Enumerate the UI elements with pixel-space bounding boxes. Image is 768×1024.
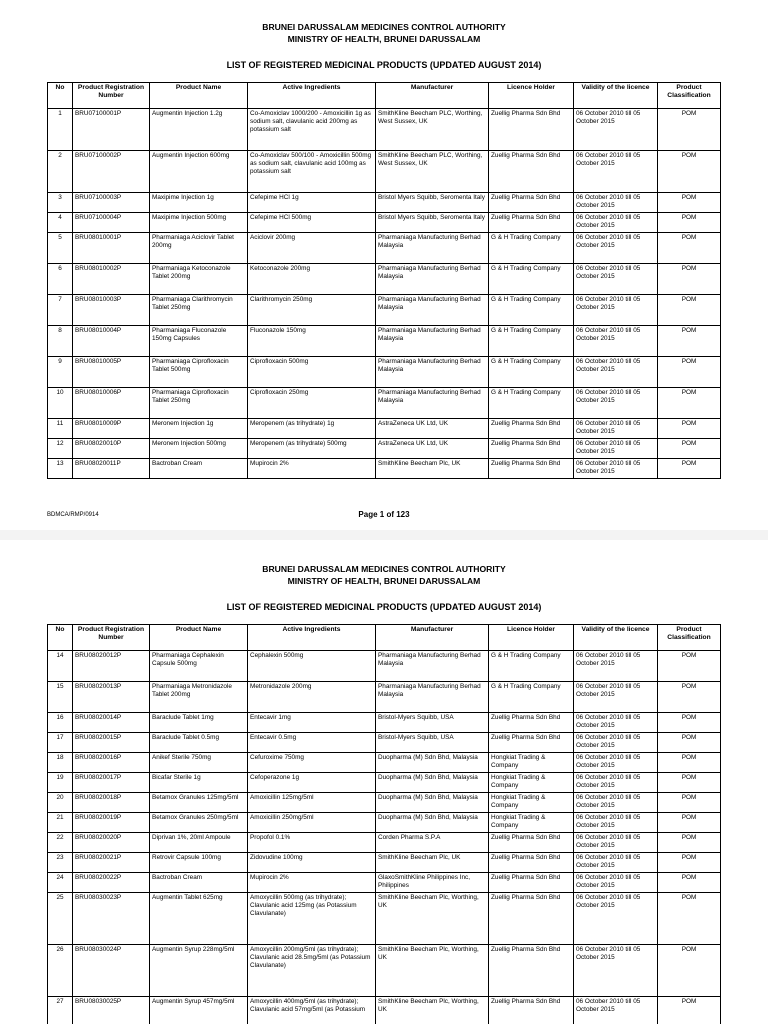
cell-validity: 06 October 2010 till 05 October 2015: [574, 109, 658, 151]
cell-classification: POM: [658, 893, 721, 945]
table-row: [48, 997, 721, 1024]
cell-registration-number: BRU08020015P: [73, 733, 150, 753]
cell-licence-holder: Zuellig Pharma Sdn Bhd: [489, 873, 574, 893]
cell-validity: 06 October 2010 till 05 October 2015: [574, 233, 658, 264]
cell-registration-number: BRU08010009P: [73, 419, 150, 439]
cell-manufacturer: SmithKline Beecham Plc, Worthing, UK: [376, 945, 489, 997]
cell-validity: 06 October 2010 till 05 October 2015: [574, 651, 658, 682]
table-row: [48, 388, 721, 419]
cell-licence-holder: G & H Trading Company: [489, 357, 574, 388]
cell-licence-holder: Zuellig Pharma Sdn Bhd: [489, 833, 574, 853]
cell-no: 26: [48, 945, 73, 997]
cell-registration-number: BRU08010005P: [73, 357, 150, 388]
cell-active-ingredients: Fluconazole 150mg: [248, 326, 376, 357]
cell-manufacturer: Bristol-Myers Squibb, USA: [376, 713, 489, 733]
cell-manufacturer: Duopharma (M) Sdn Bhd, Malaysia: [376, 793, 489, 813]
document-code: BDMCA/RMP/0914: [47, 512, 99, 518]
cell-validity: 06 October 2010 till 05 October 2015: [574, 793, 658, 813]
cell-manufacturer: Pharmaniaga Manufacturing Berhad Malaysia: [376, 233, 489, 264]
ministry-name: MINISTRY OF HEALTH, BRUNEI DARUSSALAM: [287, 576, 481, 586]
cell-registration-number: BRU07100001P: [73, 109, 150, 151]
cell-registration-number: BRU08020020P: [73, 833, 150, 853]
column-header-validity: Validity of the licence: [574, 625, 658, 651]
table-row: [48, 713, 721, 733]
cell-validity: 06 October 2010 till 05 October 2015: [574, 997, 658, 1024]
cell-classification: POM: [658, 233, 721, 264]
cell-active-ingredients: Entecavir 0.5mg: [248, 733, 376, 753]
cell-classification: POM: [658, 713, 721, 733]
cell-registration-number: BRU08020016P: [73, 753, 150, 773]
cell-licence-holder: Zuellig Pharma Sdn Bhd: [489, 439, 574, 459]
cell-validity: 06 October 2010 till 05 October 2015: [574, 713, 658, 733]
cell-no: 20: [48, 793, 73, 813]
cell-registration-number: BRU08020010P: [73, 439, 150, 459]
table-header-row: [48, 83, 721, 109]
cell-registration-number: BRU08010004P: [73, 326, 150, 357]
cell-licence-holder: Zuellig Pharma Sdn Bhd: [489, 109, 574, 151]
table-row: [48, 419, 721, 439]
cell-validity: 06 October 2010 till 05 October 2015: [574, 213, 658, 233]
cell-registration-number: BRU08030025P: [73, 997, 150, 1024]
cell-active-ingredients: Clarithromycin 250mg: [248, 295, 376, 326]
table-row: [48, 873, 721, 893]
table-header-row: [48, 625, 721, 651]
cell-classification: POM: [658, 753, 721, 773]
cell-no: 18: [48, 753, 73, 773]
cell-classification: POM: [658, 109, 721, 151]
document-title: LIST OF REGISTERED MEDICINAL PRODUCTS (UPDATED AUGUST 2014): [226, 60, 542, 70]
cell-active-ingredients: Zidovudine 100mg: [248, 853, 376, 873]
cell-active-ingredients: Meropenem (as trihydrate) 1g: [248, 419, 376, 439]
column-header-registration-number: Product Registration Number: [73, 83, 150, 109]
cell-active-ingredients: Cefepime HCl 1g: [248, 193, 376, 213]
cell-product-name: Augmentin Syrup 228mg/5ml: [150, 945, 248, 997]
cell-active-ingredients: Amoxycillin 200mg/5ml (as trihydrate); Clavulanic acid 28.5mg/5ml (as Potassium Clavulanate): [248, 945, 376, 997]
cell-active-ingredients: Ketoconazole 200mg: [248, 264, 376, 295]
document-page-2: [0, 540, 768, 1024]
cell-no: 6: [48, 264, 73, 295]
cell-classification: POM: [658, 773, 721, 793]
cell-no: 16: [48, 713, 73, 733]
table-row: [48, 326, 721, 357]
cell-registration-number: BRU08020014P: [73, 713, 150, 733]
cell-registration-number: BRU08020013P: [73, 682, 150, 713]
cell-registration-number: BRU08020019P: [73, 813, 150, 833]
cell-manufacturer: Pharmaniaga Manufacturing Berhad Malaysia: [376, 295, 489, 326]
cell-product-name: Pharmaniaga Ketoconazole Tablet 200mg: [150, 264, 248, 295]
cell-product-name: Pharmaniaga Ciprofloxacin Tablet 250mg: [150, 388, 248, 419]
ministry-name: MINISTRY OF HEALTH, BRUNEI DARUSSALAM: [287, 34, 481, 44]
cell-validity: 06 October 2010 till 05 October 2015: [574, 295, 658, 326]
cell-no: 19: [48, 773, 73, 793]
cell-active-ingredients: Cephalexin 500mg: [248, 651, 376, 682]
column-header-licence-holder: Licence Holder: [489, 625, 574, 651]
cell-active-ingredients: Amoxycillin 400mg/5ml (as trihydrate); Clavulanic acid 57mg/5ml (as Potassium: [248, 997, 376, 1024]
cell-product-name: Betamox Granules 125mg/5ml: [150, 793, 248, 813]
cell-manufacturer: Bristol-Myers Squibb, USA: [376, 733, 489, 753]
cell-manufacturer: SmithKline Beecham Plc, Worthing, UK: [376, 893, 489, 945]
cell-active-ingredients: Mupirocin 2%: [248, 459, 376, 479]
cell-no: 7: [48, 295, 73, 326]
cell-registration-number: BRU08020012P: [73, 651, 150, 682]
cell-product-name: Pharmaniaga Ciprofloxacin Tablet 500mg: [150, 357, 248, 388]
cell-product-name: Meronem Injection 500mg: [150, 439, 248, 459]
cell-classification: POM: [658, 264, 721, 295]
cell-validity: 06 October 2010 till 05 October 2015: [574, 264, 658, 295]
cell-licence-holder: Zuellig Pharma Sdn Bhd: [489, 151, 574, 193]
cell-validity: 06 October 2010 till 05 October 2015: [574, 682, 658, 713]
cell-classification: POM: [658, 833, 721, 853]
table-row: [48, 233, 721, 264]
cell-no: 27: [48, 997, 73, 1024]
cell-licence-holder: G & H Trading Company: [489, 651, 574, 682]
cell-no: 10: [48, 388, 73, 419]
cell-manufacturer: AstraZeneca UK Ltd, UK: [376, 419, 489, 439]
table-row: [48, 459, 721, 479]
cell-licence-holder: Hongkiat Trading & Company: [489, 813, 574, 833]
cell-no: 9: [48, 357, 73, 388]
cell-manufacturer: GlaxoSmithKline Philippines Inc, Philippines: [376, 873, 489, 893]
cell-classification: POM: [658, 295, 721, 326]
cell-no: 15: [48, 682, 73, 713]
cell-product-name: Bactroban Cream: [150, 459, 248, 479]
cell-manufacturer: SmithKline Beecham Plc, UK: [376, 459, 489, 479]
cell-product-name: Bactroban Cream: [150, 873, 248, 893]
table-row: [48, 109, 721, 151]
cell-manufacturer: Pharmaniaga Manufacturing Berhad Malaysia: [376, 682, 489, 713]
cell-manufacturer: Pharmaniaga Manufacturing Berhad Malaysia: [376, 651, 489, 682]
cell-manufacturer: Pharmaniaga Manufacturing Berhad Malaysia: [376, 388, 489, 419]
cell-registration-number: BRU07100003P: [73, 193, 150, 213]
column-header-manufacturer: Manufacturer: [376, 625, 489, 651]
column-header-validity: Validity of the licence: [574, 83, 658, 109]
table-row: [48, 295, 721, 326]
page-separator: [0, 530, 768, 540]
cell-product-name: Augmentin Injection 600mg: [150, 151, 248, 193]
cell-no: 2: [48, 151, 73, 193]
cell-active-ingredients: Mupirocin 2%: [248, 873, 376, 893]
table-row: [48, 733, 721, 753]
cell-active-ingredients: Cefuroxime 750mg: [248, 753, 376, 773]
column-header-classification: Product Classification: [658, 83, 721, 109]
cell-validity: 06 October 2010 till 05 October 2015: [574, 326, 658, 357]
table-row: [48, 357, 721, 388]
cell-classification: POM: [658, 357, 721, 388]
cell-manufacturer: SmithKline Beecham Plc, Worthing, UK: [376, 997, 489, 1024]
cell-registration-number: BRU08030023P: [73, 893, 150, 945]
cell-product-name: Baraclude Tablet 1mg: [150, 713, 248, 733]
cell-manufacturer: Pharmaniaga Manufacturing Berhad Malaysia: [376, 326, 489, 357]
cell-active-ingredients: Cefoperazone 1g: [248, 773, 376, 793]
cell-validity: 06 October 2010 till 05 October 2015: [574, 753, 658, 773]
cell-validity: 06 October 2010 till 05 October 2015: [574, 151, 658, 193]
cell-classification: POM: [658, 873, 721, 893]
cell-classification: POM: [658, 813, 721, 833]
table-row: [48, 151, 721, 193]
cell-licence-holder: Zuellig Pharma Sdn Bhd: [489, 893, 574, 945]
cell-product-name: Retrovir Capsule 100mg: [150, 853, 248, 873]
cell-registration-number: BRU08010006P: [73, 388, 150, 419]
column-header-registration-number: Product Registration Number: [73, 625, 150, 651]
cell-validity: 06 October 2010 till 05 October 2015: [574, 388, 658, 419]
cell-no: 23: [48, 853, 73, 873]
cell-product-name: Meronem Injection 1g: [150, 419, 248, 439]
products-table: [47, 82, 721, 479]
cell-registration-number: BRU08010001P: [73, 233, 150, 264]
cell-product-name: Augmentin Tablet 625mg: [150, 893, 248, 945]
table-row: [48, 853, 721, 873]
cell-validity: 06 October 2010 till 05 October 2015: [574, 357, 658, 388]
cell-manufacturer: AstraZeneca UK Ltd, UK: [376, 439, 489, 459]
cell-manufacturer: Bristol Myers Squibb, Seromenta Italy: [376, 193, 489, 213]
cell-licence-holder: G & H Trading Company: [489, 233, 574, 264]
cell-classification: POM: [658, 733, 721, 753]
cell-no: 13: [48, 459, 73, 479]
table-row: [48, 753, 721, 773]
cell-active-ingredients: Amoxicillin 250mg/5ml: [248, 813, 376, 833]
cell-manufacturer: Duopharma (M) Sdn Bhd, Malaysia: [376, 753, 489, 773]
cell-classification: POM: [658, 682, 721, 713]
cell-active-ingredients: Amoxicillin 125mg/5ml: [248, 793, 376, 813]
cell-licence-holder: Hongkiat Trading & Company: [489, 773, 574, 793]
cell-no: 12: [48, 439, 73, 459]
table-row: [48, 213, 721, 233]
cell-licence-holder: G & H Trading Company: [489, 326, 574, 357]
cell-manufacturer: SmithKline Beecham PLC, Worthing, West Sussex, UK: [376, 151, 489, 193]
cell-classification: POM: [658, 326, 721, 357]
cell-registration-number: BRU07100004P: [73, 213, 150, 233]
cell-active-ingredients: Metronidazole 200mg: [248, 682, 376, 713]
table-row: [48, 773, 721, 793]
cell-no: 21: [48, 813, 73, 833]
cell-classification: POM: [658, 419, 721, 439]
cell-product-name: Pharmaniaga Aciclovir Tablet 200mg: [150, 233, 248, 264]
cell-manufacturer: Bristol Myers Squibb, Seromenta Italy: [376, 213, 489, 233]
cell-licence-holder: Hongkiat Trading & Company: [489, 753, 574, 773]
cell-manufacturer: SmithKline Beecham PLC, Worthing, West Sussex, UK: [376, 109, 489, 151]
column-header-licence-holder: Licence Holder: [489, 83, 574, 109]
column-header-classification: Product Classification: [658, 625, 721, 651]
cell-validity: 06 October 2010 till 05 October 2015: [574, 733, 658, 753]
cell-registration-number: BRU07100002P: [73, 151, 150, 193]
table-row: [48, 264, 721, 295]
table-row: [48, 193, 721, 213]
cell-manufacturer: Corden Pharma S.P.A: [376, 833, 489, 853]
column-header-active-ingredients: Active Ingredients: [248, 83, 376, 109]
cell-licence-holder: Hongkiat Trading & Company: [489, 793, 574, 813]
column-header-active-ingredients: Active Ingredients: [248, 625, 376, 651]
cell-no: 11: [48, 419, 73, 439]
column-header-product-name: Product Name: [150, 83, 248, 109]
cell-active-ingredients: Amoxycillin 500mg (as trihydrate); Clavulanic acid 125mg (as Potassium Clavulanate): [248, 893, 376, 945]
cell-product-name: Augmentin Syrup 457mg/5ml: [150, 997, 248, 1024]
table-row: [48, 893, 721, 945]
cell-registration-number: BRU08020011P: [73, 459, 150, 479]
page-number: Page 1 of 123: [358, 510, 410, 519]
cell-validity: 06 October 2010 till 05 October 2015: [574, 193, 658, 213]
cell-classification: POM: [658, 997, 721, 1024]
cell-registration-number: BRU08010003P: [73, 295, 150, 326]
cell-licence-holder: Zuellig Pharma Sdn Bhd: [489, 853, 574, 873]
cell-classification: POM: [658, 388, 721, 419]
cell-classification: POM: [658, 439, 721, 459]
cell-validity: 06 October 2010 till 05 October 2015: [574, 773, 658, 793]
cell-registration-number: BRU08020017P: [73, 773, 150, 793]
table-row: [48, 651, 721, 682]
cell-validity: 06 October 2010 till 05 October 2015: [574, 893, 658, 945]
cell-product-name: Baraclude Tablet 0.5mg: [150, 733, 248, 753]
table-row: [48, 439, 721, 459]
cell-product-name: Pharmaniaga Fluconazole 150mg Capsules: [150, 326, 248, 357]
cell-product-name: Maxipime Injection 500mg: [150, 213, 248, 233]
cell-licence-holder: Zuellig Pharma Sdn Bhd: [489, 419, 574, 439]
cell-licence-holder: Zuellig Pharma Sdn Bhd: [489, 713, 574, 733]
cell-product-name: Augmentin Injection 1.2g: [150, 109, 248, 151]
cell-classification: POM: [658, 853, 721, 873]
cell-product-name: Anikef Sterile 750mg: [150, 753, 248, 773]
table-row: [48, 682, 721, 713]
cell-no: 8: [48, 326, 73, 357]
cell-no: 22: [48, 833, 73, 853]
cell-licence-holder: G & H Trading Company: [489, 388, 574, 419]
cell-validity: 06 October 2010 till 05 October 2015: [574, 853, 658, 873]
cell-no: 3: [48, 193, 73, 213]
cell-validity: 06 October 2010 till 05 October 2015: [574, 459, 658, 479]
cell-active-ingredients: Aciclovir 200mg: [248, 233, 376, 264]
cell-registration-number: BRU08010002P: [73, 264, 150, 295]
cell-product-name: Pharmaniaga Clarithromycin Tablet 250mg: [150, 295, 248, 326]
cell-no: 14: [48, 651, 73, 682]
cell-product-name: Maxipime Injection 1g: [150, 193, 248, 213]
cell-licence-holder: Zuellig Pharma Sdn Bhd: [489, 459, 574, 479]
cell-classification: POM: [658, 459, 721, 479]
cell-product-name: Pharmaniaga Cephalexin Capsule 500mg: [150, 651, 248, 682]
cell-no: 4: [48, 213, 73, 233]
cell-licence-holder: G & H Trading Company: [489, 264, 574, 295]
cell-no: 1: [48, 109, 73, 151]
table-row: [48, 945, 721, 997]
cell-validity: 06 October 2010 till 05 October 2015: [574, 833, 658, 853]
cell-licence-holder: G & H Trading Company: [489, 682, 574, 713]
cell-classification: POM: [658, 151, 721, 193]
cell-manufacturer: Duopharma (M) Sdn Bhd, Malaysia: [376, 813, 489, 833]
cell-licence-holder: Zuellig Pharma Sdn Bhd: [489, 997, 574, 1024]
cell-classification: POM: [658, 793, 721, 813]
authority-name: BRUNEI DARUSSALAM MEDICINES CONTROL AUTHORITY: [262, 564, 506, 574]
document-title: LIST OF REGISTERED MEDICINAL PRODUCTS (UPDATED AUGUST 2014): [226, 602, 542, 612]
cell-product-name: Pharmaniaga Metronidazole Tablet 200mg: [150, 682, 248, 713]
authority-name: BRUNEI DARUSSALAM MEDICINES CONTROL AUTHORITY: [262, 22, 506, 32]
cell-manufacturer: SmithKline Beecham Plc, UK: [376, 853, 489, 873]
cell-validity: 06 October 2010 till 05 October 2015: [574, 419, 658, 439]
cell-classification: POM: [658, 945, 721, 997]
cell-manufacturer: Duopharma (M) Sdn Bhd, Malaysia: [376, 773, 489, 793]
cell-active-ingredients: Cefepime HCl 500mg: [248, 213, 376, 233]
cell-product-name: Bicafar Sterile 1g: [150, 773, 248, 793]
cell-no: 5: [48, 233, 73, 264]
cell-registration-number: BRU08030024P: [73, 945, 150, 997]
cell-validity: 06 October 2010 till 05 October 2015: [574, 873, 658, 893]
column-header-no: No: [48, 625, 73, 651]
cell-classification: POM: [658, 651, 721, 682]
column-header-product-name: Product Name: [150, 625, 248, 651]
cell-active-ingredients: Co-Amoxiclav 1000/200 - Amoxicillin 1g as sodium salt, clavulanic acid 200mg as potassium salt: [248, 109, 376, 151]
cell-validity: 06 October 2010 till 05 October 2015: [574, 813, 658, 833]
cell-active-ingredients: Ciprofloxacin 250mg: [248, 388, 376, 419]
cell-manufacturer: Pharmaniaga Manufacturing Berhad Malaysia: [376, 357, 489, 388]
cell-validity: 06 October 2010 till 05 October 2015: [574, 439, 658, 459]
column-header-manufacturer: Manufacturer: [376, 83, 489, 109]
table-row: [48, 793, 721, 813]
table-row: [48, 833, 721, 853]
cell-licence-holder: Zuellig Pharma Sdn Bhd: [489, 945, 574, 997]
cell-active-ingredients: Meropenem (as trihydrate) 500mg: [248, 439, 376, 459]
cell-no: 25: [48, 893, 73, 945]
column-header-no: No: [48, 83, 73, 109]
products-table: [47, 624, 721, 1024]
cell-classification: POM: [658, 193, 721, 213]
cell-active-ingredients: Co-Amoxiclav 500/100 - Amoxicillin 500mg as sodium salt, clavulanic acid 100mg as potassium salt: [248, 151, 376, 193]
cell-registration-number: BRU08020018P: [73, 793, 150, 813]
cell-licence-holder: Zuellig Pharma Sdn Bhd: [489, 733, 574, 753]
cell-product-name: Diprivan 1%, 20ml Ampoule: [150, 833, 248, 853]
cell-active-ingredients: Propofol 0.1%: [248, 833, 376, 853]
cell-active-ingredients: Entecavir 1mg: [248, 713, 376, 733]
table-row: [48, 813, 721, 833]
cell-registration-number: BRU08020022P: [73, 873, 150, 893]
cell-licence-holder: Zuellig Pharma Sdn Bhd: [489, 213, 574, 233]
cell-manufacturer: Pharmaniaga Manufacturing Berhad Malaysia: [376, 264, 489, 295]
cell-classification: POM: [658, 213, 721, 233]
cell-no: 17: [48, 733, 73, 753]
cell-active-ingredients: Ciprofloxacin 500mg: [248, 357, 376, 388]
cell-product-name: Betamox Granules 250mg/5ml: [150, 813, 248, 833]
cell-licence-holder: G & H Trading Company: [489, 295, 574, 326]
cell-validity: 06 October 2010 till 05 October 2015: [574, 945, 658, 997]
cell-licence-holder: Zuellig Pharma Sdn Bhd: [489, 193, 574, 213]
cell-registration-number: BRU08020021P: [73, 853, 150, 873]
cell-no: 24: [48, 873, 73, 893]
